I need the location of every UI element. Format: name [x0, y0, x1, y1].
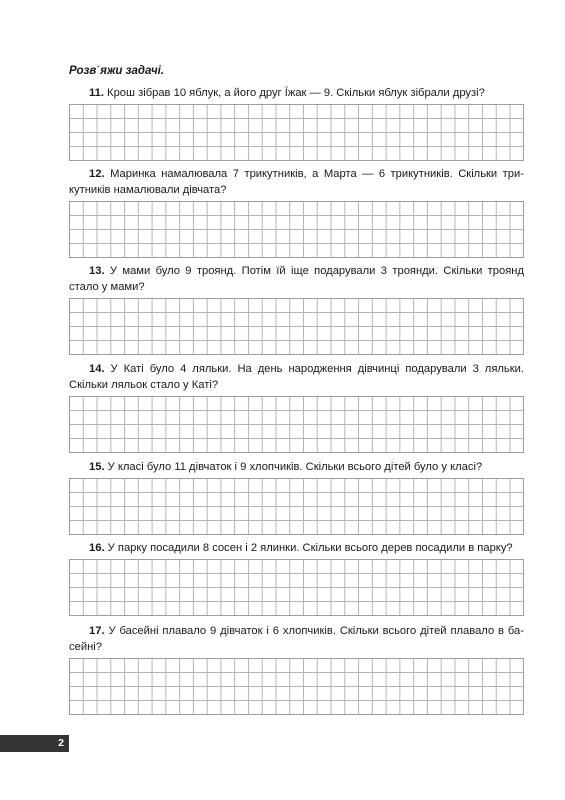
task-13-number: 13. [89, 265, 105, 277]
task-11-question: Крош зібрав 10 яблук, а його друг Їжак — 9. Скільки яблук зібрали друзі? [107, 87, 485, 99]
task-11-text [69, 85, 524, 101]
task-13-text [69, 263, 524, 295]
task-14-text [69, 361, 524, 393]
answer-grid-16[interactable] [69, 559, 524, 616]
page-number: 2 [58, 737, 64, 749]
task-11-number: 11. [89, 87, 104, 99]
task-11 [69, 85, 524, 161]
task-12 [69, 166, 524, 258]
task-14-question: У Каті було 4 ляльки. На день народження дівчинці подарували 3 ляльки. Скільки ляльок стало у Каті? [69, 363, 524, 391]
answer-grid-11[interactable] [69, 104, 524, 161]
task-15-question: У класі було 11 дівчаток і 9 хлопчиків. Скільки всього дітей було у класі? [107, 461, 483, 473]
task-16-number: 16. [89, 542, 105, 554]
section-heading: Розв΄яжи задачі. [69, 65, 165, 77]
task-15-text [69, 459, 524, 475]
task-14 [69, 361, 524, 453]
task-17 [69, 623, 524, 715]
task-13-question: У мами було 9 троянд. Потім їй іще подарували 3 троянди. Скільки троянд стало у мами? [69, 265, 525, 293]
task-12-number: 12. [89, 168, 105, 180]
page-number-tab [0, 735, 69, 752]
task-17-text [69, 623, 524, 655]
task-17-question: У басейні плавало 9 дівчаток і 6 хлопчиків. Скільки всього дітей плавало в басейні? [69, 625, 524, 653]
answer-grid-13[interactable] [69, 298, 524, 355]
answer-grid-12[interactable] [69, 201, 524, 258]
task-13 [69, 263, 524, 355]
answer-grid-17[interactable] [69, 658, 524, 715]
answer-grid-14[interactable] [69, 396, 524, 453]
task-12-text [69, 166, 524, 198]
task-15 [69, 459, 524, 535]
task-16-text [69, 540, 524, 556]
task-14-number: 14. [89, 363, 105, 375]
task-16-question: У парку посадили 8 сосен і 2 ялинки. Скільки всього дерев посадили в парку? [107, 542, 513, 554]
task-15-number: 15. [89, 461, 105, 473]
answer-grid-15[interactable] [69, 478, 524, 535]
task-17-number: 17. [89, 625, 105, 637]
task-16 [69, 540, 524, 616]
task-12-question: Маринка намалювала 7 трикутників, а Марта — 6 трикутників. Скільки трикутників намалювали дівчата? [69, 168, 524, 196]
